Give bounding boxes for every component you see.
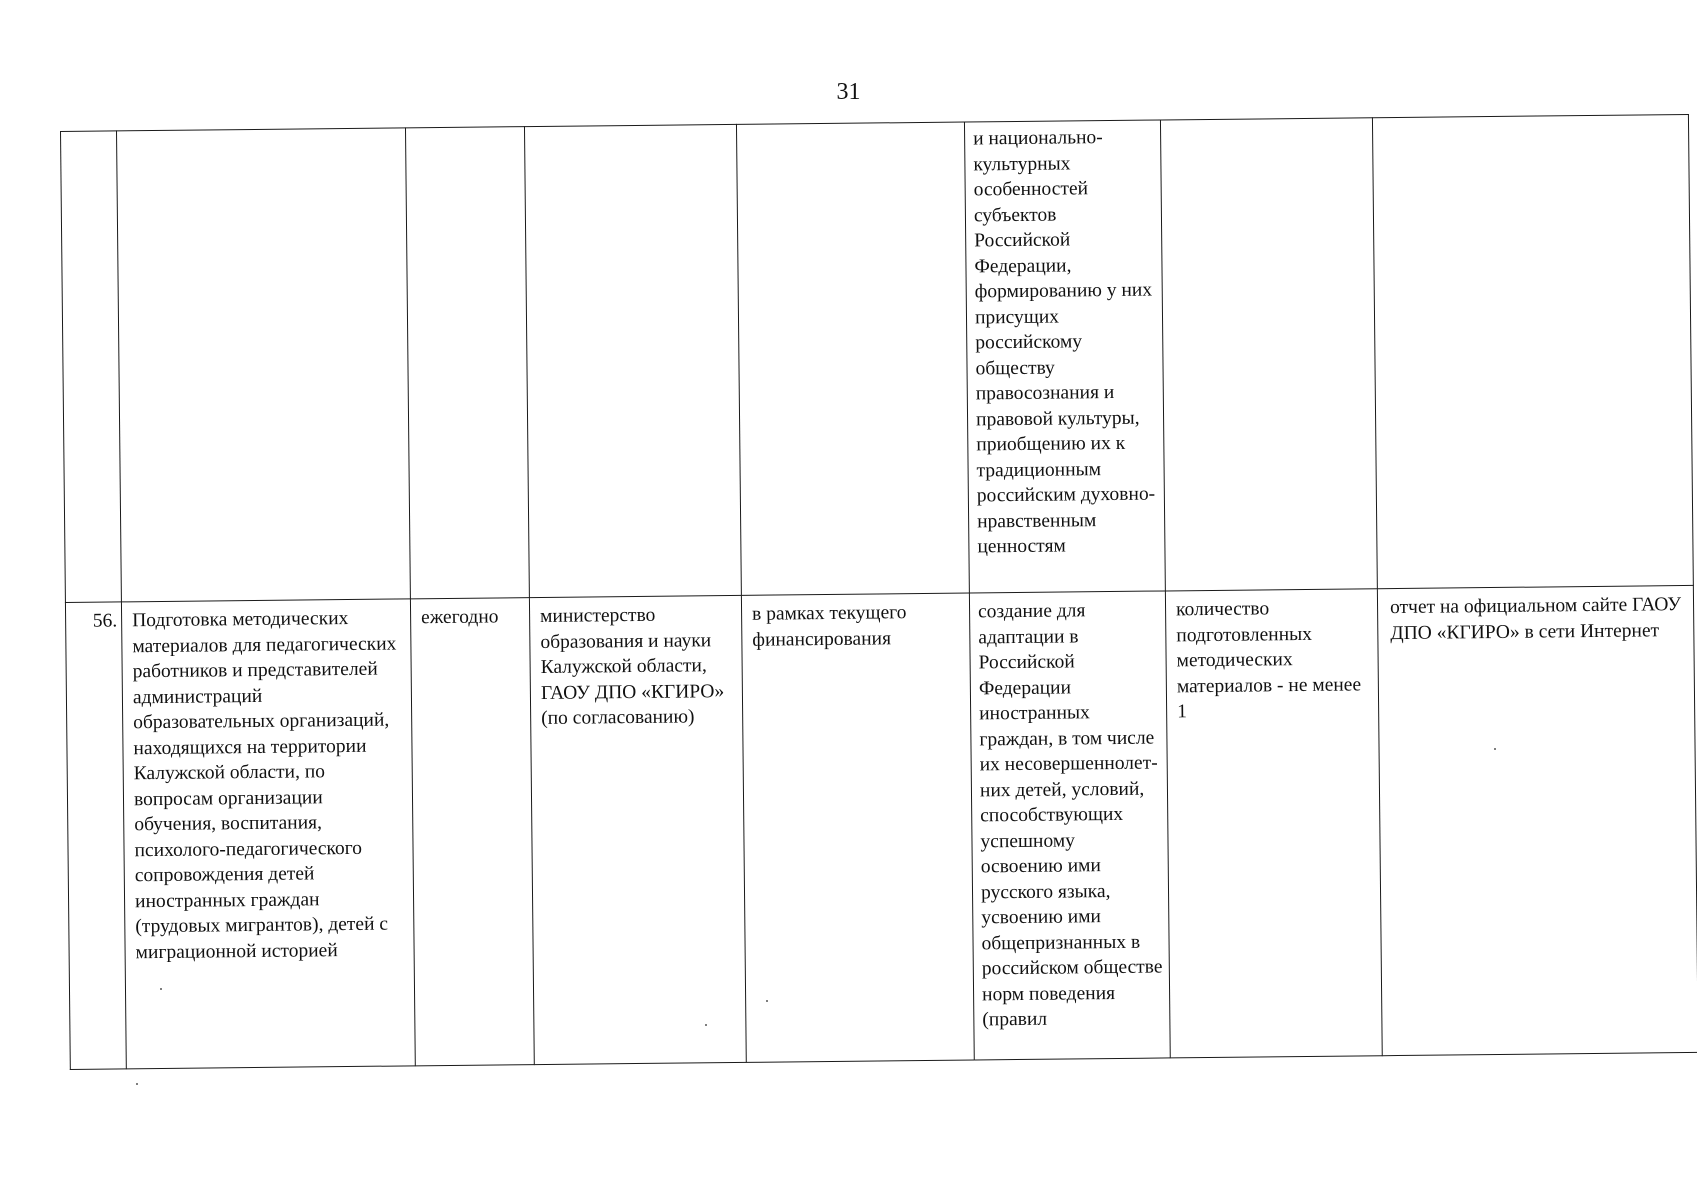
- scan-speck: [766, 1000, 768, 1002]
- scan-speck: [1494, 748, 1496, 750]
- scan-speck: [705, 1024, 707, 1026]
- scan-speck: [136, 1083, 138, 1085]
- cont-number-cell: [61, 131, 122, 603]
- cont-executors-cell: [524, 124, 741, 597]
- cont-indicator-cell: [1160, 118, 1377, 591]
- cont-effect-text: и национально-культурных особенностей субъектов Российской Федерации, формированию у них присущих российскому обществу правосознания и правовой культуры, приобщению их к традиционным российским духовно-нравственным ценностям: [973, 127, 1156, 558]
- indicator-cell: количество подготовленных методических материалов - не менее 1: [1165, 589, 1382, 1058]
- continuation-row: [61, 114, 1694, 602]
- scan-speck: [160, 988, 162, 990]
- page-number: 31: [836, 79, 861, 105]
- cont-effect-cell: [964, 120, 1165, 593]
- plan-table: [60, 114, 1697, 1070]
- cont-term-cell: [405, 127, 529, 599]
- table-row-56: [65, 585, 1697, 1069]
- funding-cell: в рамках текущего финансирования: [741, 593, 974, 1062]
- event-cell: Подготовка методических материалов для педагогических работников и представителей администраций образовательных организаций, находящихся на территории Калужской области, по вопросам организации обучения, воспитания, психолого-педагогического сопровождения детей иностранных граждан (трудовых мигрантов), детей с миграционной историей: [121, 599, 415, 1069]
- cont-funding-cell: [736, 122, 969, 595]
- term-cell: ежегодно: [410, 598, 534, 1066]
- row-number: 56.: [65, 602, 126, 1070]
- cont-report-cell: [1372, 114, 1693, 588]
- report-cell: отчет на официальном сайте ГАОУ ДПО «КГИРО» в сети Интернет: [1377, 585, 1697, 1055]
- cont-event-cell: [117, 128, 411, 602]
- executors-cell: министерство образования и науки Калужской области, ГАОУ ДПО «КГИРО» (по согласованию): [529, 595, 746, 1064]
- effect-cell: создание для адаптации в Российской Федерации иностранных граждан, в том числе их несовершеннолет-них детей, условий, способствующих успешному освоению ими русского языка, усвоению ими общепризнанных в российском обществе норм поведения (правил: [969, 591, 1170, 1060]
